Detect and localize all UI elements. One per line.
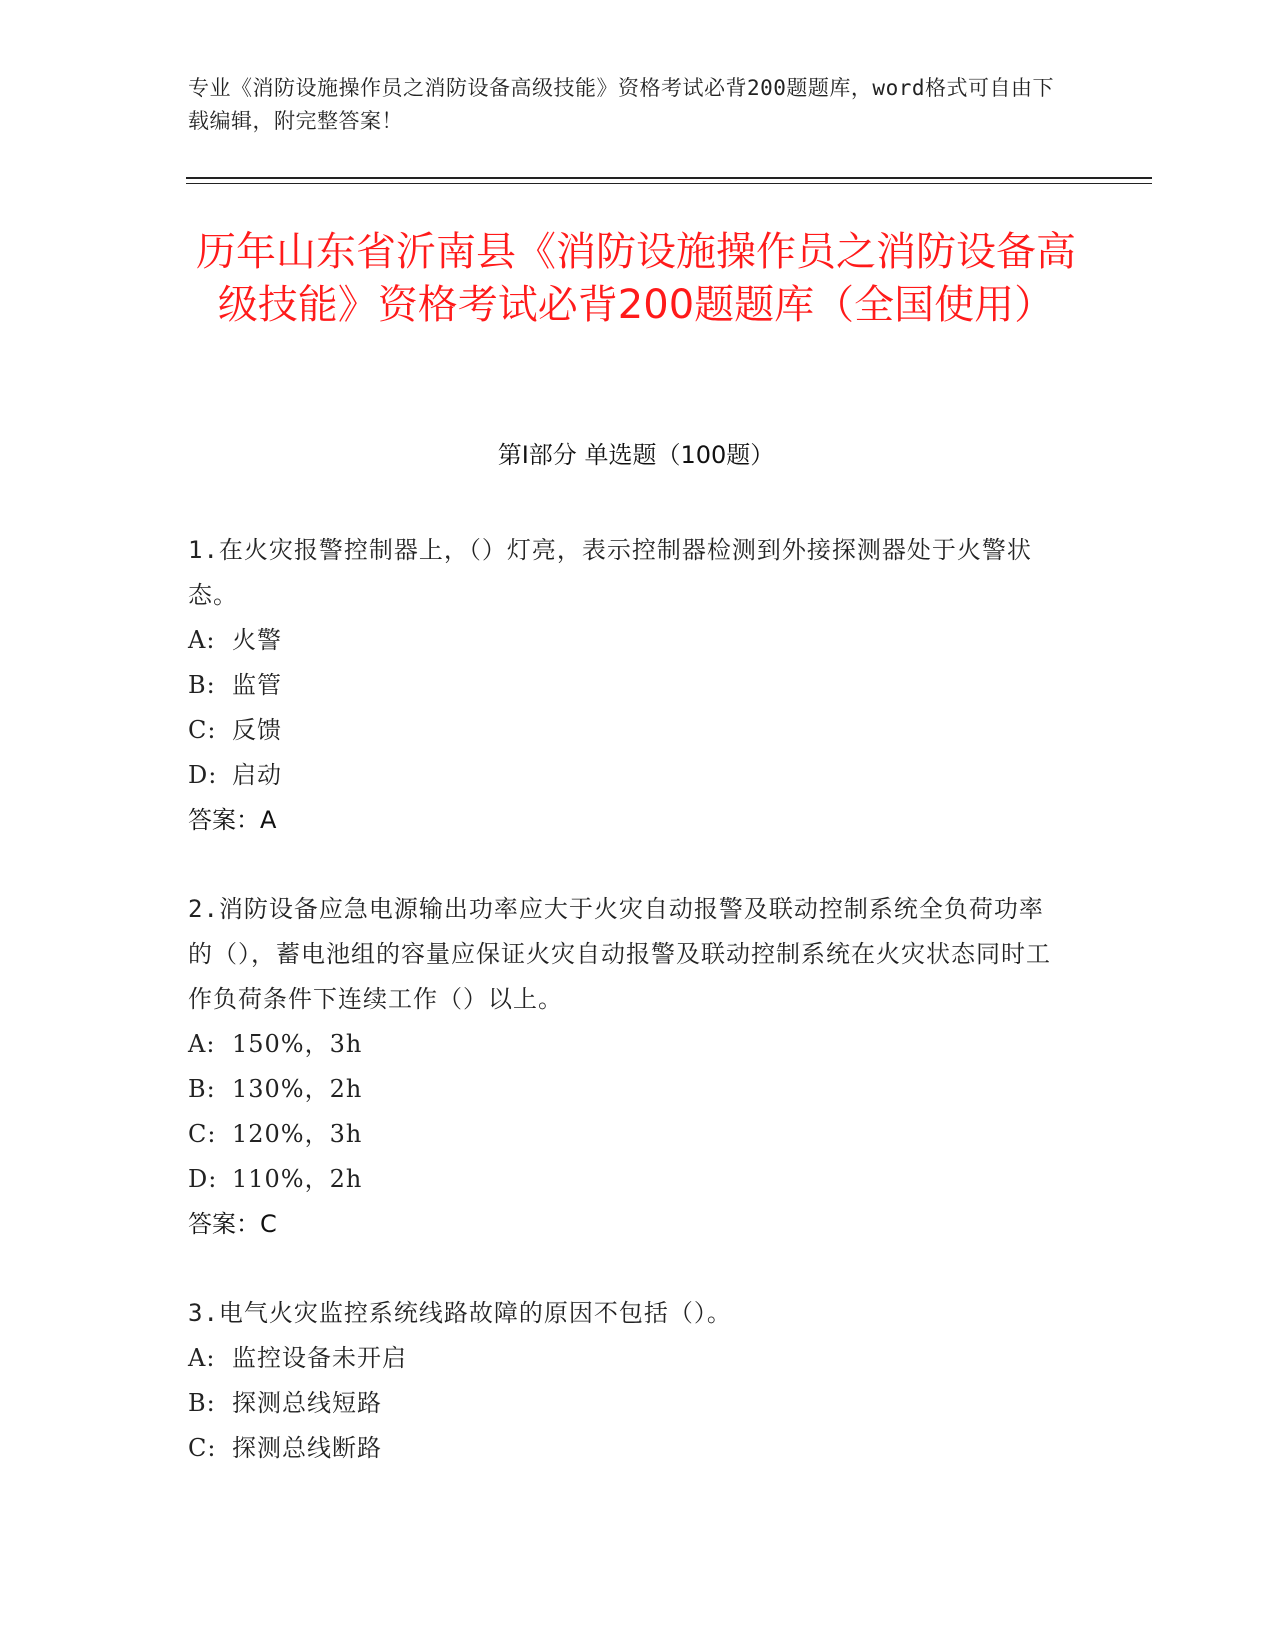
option-text: 火警 xyxy=(232,626,282,654)
option-a xyxy=(188,618,1058,663)
question-3 xyxy=(188,1291,1058,1471)
option-text: 监控设备未开启 xyxy=(232,1344,407,1372)
option-key: D: xyxy=(188,761,218,789)
header-rule-thick xyxy=(186,177,1152,179)
question-2 xyxy=(188,887,1058,1247)
option-text: 110%，2h xyxy=(232,1165,363,1193)
option-key: D: xyxy=(188,1165,218,1193)
section-title: 第Ⅰ部分 单选题（100题） xyxy=(497,441,775,469)
answer: 答案：A xyxy=(188,806,277,834)
option-key: C: xyxy=(188,1434,217,1462)
option-key: B: xyxy=(188,1075,216,1103)
question-list xyxy=(188,528,1058,1515)
option-text: 130%，2h xyxy=(232,1075,363,1103)
option-key: C: xyxy=(188,716,217,744)
option-text: 120%，3h xyxy=(232,1120,363,1148)
option-key: A: xyxy=(188,1344,216,1372)
option-c xyxy=(188,1426,1058,1471)
answer: 答案：C xyxy=(188,1210,277,1238)
option-text: 监管 xyxy=(232,671,282,699)
option-c xyxy=(188,708,1058,753)
option-text: 探测总线短路 xyxy=(232,1389,382,1417)
question-stem: 1.在火灾报警控制器上，（）灯亮，表示控制器检测到外接探测器处于火警状态。 xyxy=(188,536,1032,609)
option-text: 150%，3h xyxy=(232,1030,363,1058)
question-stem: 3.电气火灾监控系统线路故障的原因不包括（）。 xyxy=(188,1299,732,1327)
option-b xyxy=(188,663,1058,708)
option-d xyxy=(188,753,1058,798)
option-key: B: xyxy=(188,1389,216,1417)
option-b xyxy=(188,1067,1058,1112)
option-c xyxy=(188,1112,1058,1157)
option-key: C: xyxy=(188,1120,217,1148)
question-1 xyxy=(188,528,1058,843)
header-note: 专业《消防设施操作员之消防设备高级技能》资格考试必背200题题库，word格式可自由下载编辑，附完整答案！ xyxy=(188,76,1054,133)
header-rule-thin xyxy=(186,183,1152,184)
option-d xyxy=(188,1157,1058,1202)
option-a xyxy=(188,1336,1058,1381)
document-title: 历年山东省沂南县《消防设施操作员之消防设备高级技能》资格考试必背200题题库（全国使用） xyxy=(196,229,1076,328)
option-text: 反馈 xyxy=(232,716,282,744)
option-key: A: xyxy=(188,1030,216,1058)
option-key: B: xyxy=(188,671,216,699)
question-stem: 2.消防设备应急电源输出功率应大于火灾自动报警及联动控制系统全负荷功率的（），蓄电池组的容量应保证火灾自动报警及联动控制系统在火灾状态同时工作负荷条件下连续工作（）以上。 xyxy=(188,895,1051,1013)
option-b xyxy=(188,1381,1058,1426)
option-key: A: xyxy=(188,626,216,654)
option-text: 探测总线断路 xyxy=(232,1434,382,1462)
option-a xyxy=(188,1022,1058,1067)
option-text: 启动 xyxy=(232,761,282,789)
